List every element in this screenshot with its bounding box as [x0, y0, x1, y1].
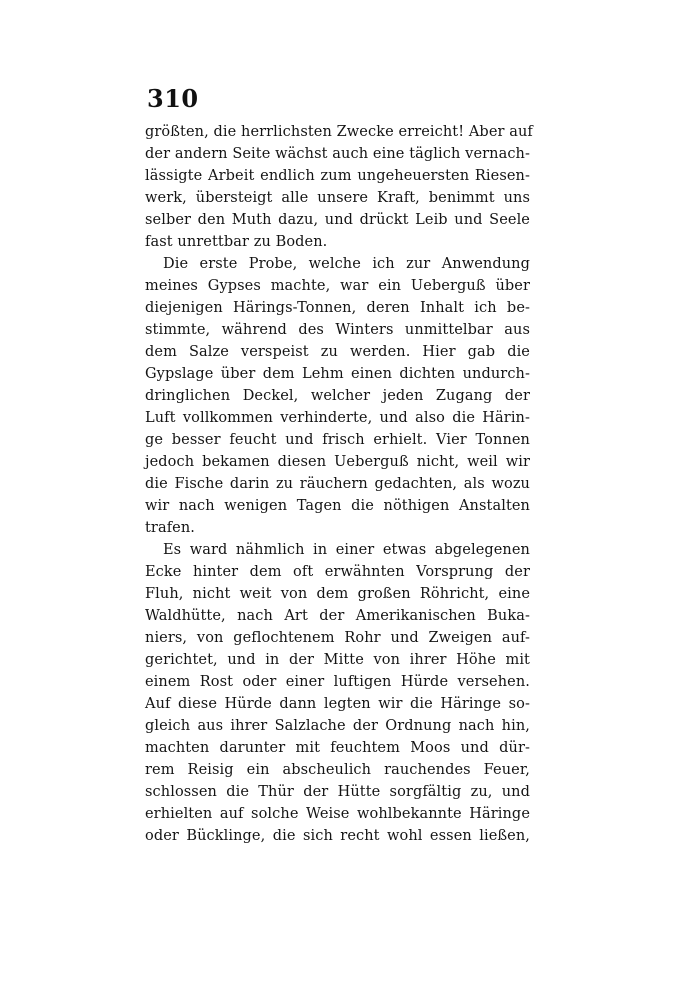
text-line: machten darunter mit feuchtem Moos und dür-: [145, 740, 530, 756]
text-line: größten, die herrlichsten Zwecke erreicht! Aber auf: [145, 124, 533, 140]
text-line: rem Reisig ein abscheulich rauchendes Feuer,: [145, 762, 530, 778]
paragraph-start-line: Es ward nähmlich in einer etwas abgelegenen: [163, 542, 530, 558]
text-line: oder Bücklinge, die sich recht wohl essen ließen,: [145, 828, 530, 844]
text-line: Gypslage über dem Lehm einen dichten undurch-: [145, 366, 530, 382]
text-line: wir nach wenigen Tagen die nöthigen Anstalten: [145, 498, 530, 514]
text-line: stimmte, während des Winters unmittelbar aus: [145, 322, 530, 338]
text-line: Luft vollkommen verhinderte, und also die Härin-: [145, 410, 530, 426]
text-line: jedoch bekamen diesen Ueberguß nicht, weil wir: [145, 454, 530, 470]
text-line: niers, von geflochtenem Rohr und Zweigen auf-: [145, 630, 530, 646]
text-line: dem Salze verspeist zu werden. Hier gab die: [145, 344, 530, 360]
text-line: der andern Seite wächst auch eine täglich vernach-: [145, 146, 530, 162]
text-line: erhielten auf solche Weise wohlbekannte Häringe: [145, 806, 530, 822]
text-line: selber den Muth dazu, und drückt Leib und Seele: [145, 212, 530, 228]
page-number: 310: [147, 84, 199, 113]
text-line: trafen.: [145, 520, 195, 536]
text-line: Ecke hinter dem oft erwähnten Vorsprung der: [145, 564, 530, 580]
text-line: diejenigen Härings-Tonnen, deren Inhalt ich be-: [145, 300, 530, 316]
text-line: lässigte Arbeit endlich zum ungeheuersten Riesen-: [145, 168, 530, 184]
paragraph-start-line: Die erste Probe, welche ich zur Anwendung: [163, 256, 530, 272]
text-line: schlossen die Thür der Hütte sorgfältig zu, und: [145, 784, 530, 800]
text-line: werk, übersteigt alle unsere Kraft, benimmt uns: [145, 190, 530, 206]
text-line: Auf diese Hürde dann legten wir die Häringe so-: [145, 696, 530, 712]
text-line: gleich aus ihrer Salzlache der Ordnung nach hin,: [145, 718, 530, 734]
text-line: Fluh, nicht weit von dem großen Röhricht, eine: [145, 586, 530, 602]
text-line: gerichtet, und in der Mitte von ihrer Höhe mit: [145, 652, 530, 668]
text-line: Waldhütte, nach Art der Amerikanischen Buka-: [145, 608, 530, 624]
text-line: fast unrettbar zu Boden.: [145, 234, 328, 250]
text-line: die Fische darin zu räuchern gedachten, als wozu: [145, 476, 530, 492]
text-line: einem Rost oder einer luftigen Hürde versehen.: [145, 674, 530, 690]
text-line: ge besser feucht und frisch erhielt. Vier Tonnen: [145, 432, 530, 448]
text-line: dringlichen Deckel, welcher jeden Zugang der: [145, 388, 530, 404]
text-line: meines Gypses machte, war ein Ueberguß über: [145, 278, 530, 294]
